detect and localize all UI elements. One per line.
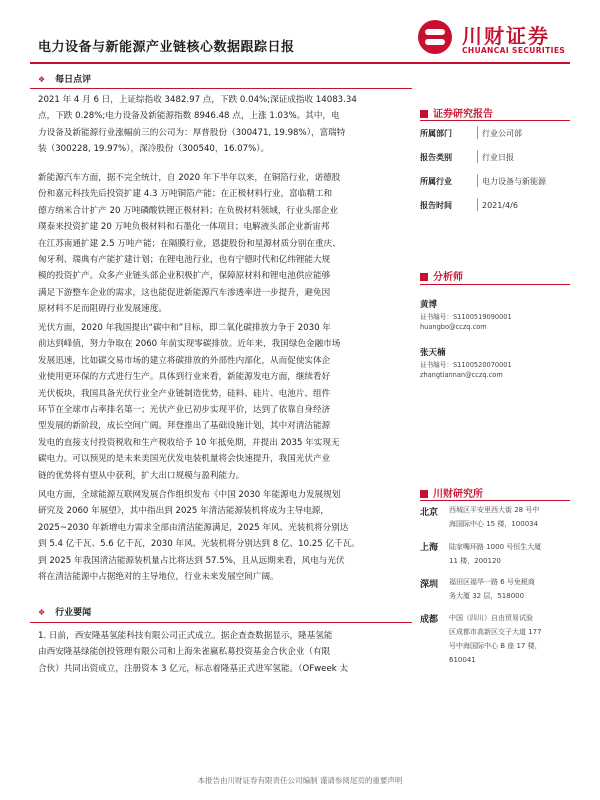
- address-line: 务大厦 32 层，518000: [449, 592, 525, 600]
- info-separator: [477, 126, 478, 139]
- text-line: 光伏板块，我国具备光伏行业全产业链制造优势，硅料、硅片、电池片、组件: [38, 388, 331, 399]
- text-line: 德方纳米合计扩产 20 万吨磷酸铁锂正极材料；在负极材料领域，行业头部企业: [38, 205, 338, 216]
- text-line: 璞泰来投资扩建 20 万吨负极材料和石墨化一体项目；电解液头部企业新宙邦: [38, 222, 330, 233]
- info-value: 行业公司部: [482, 129, 522, 138]
- text-line: 2021 年 4 月 6 日，上证综指收 3482.97 点，下跌 0.04%;深证成指收 14083.34: [38, 95, 357, 105]
- text-line: 由西安隆基绿能创投管理有限公司和上海朱雀嬴私募投资基金合伙企业（有限: [38, 647, 331, 658]
- company-logo: [418, 18, 568, 62]
- text-line: 风电方面，全球能源互联网发展合作组织发布《中国 2030 年能源电力发展规划: [38, 490, 341, 500]
- text-line: 匈牙利、瑞典有产能扩建计划；在锂电池行业，也有宁德时代和亿纬锂能大规: [38, 255, 331, 266]
- diamond-bullet-icon: ❖: [38, 75, 46, 84]
- office-city: 上海: [420, 543, 439, 553]
- address-line: 中国（四川）自由贸易试验: [449, 614, 533, 622]
- text-line: 装（300228, 19.97%），深冷股份（300540，16.07%）。: [38, 144, 270, 155]
- sidebar-heading-report: [420, 105, 493, 120]
- text-line: 将在清洁能源中占据绝对的主导地位，行业未来发展空间广阔。: [38, 572, 279, 583]
- office-address: [449, 540, 573, 568]
- paragraph-wind: [38, 487, 414, 585]
- info-separator: [477, 198, 478, 211]
- text-line: 业使用更环保的方式进行生产。具体到行业来看，新能源发电方面，继续看好: [38, 372, 331, 383]
- header-divider: [30, 62, 570, 64]
- text-line: 研究及 2060 年展望》，其中指出到 2025 年清洁能源装机将成为主导电源，: [38, 506, 329, 517]
- section-heading-news: [38, 605, 91, 618]
- info-value: 行业日报: [482, 153, 514, 162]
- text-line: 到 2025 年我国清洁能源装机量占比将达到 57.5%，且从远期来看，风电与光伏: [38, 555, 345, 566]
- sidebar-heading-report-label: 证券研究报告: [433, 109, 493, 120]
- page-footer: 本报告由川财证券有限责任公司编制 谨请参阅尾页的重要声明: [197, 776, 403, 785]
- info-value: 2021/4/6: [482, 201, 518, 210]
- address-line: 海国际中心 15 楼，100034: [449, 520, 539, 528]
- text-line: 满足下游整车企业的需求，这也能促进新能源汽车渗透率进一步提升，避免因: [38, 287, 331, 298]
- diamond-bullet-icon: ❖: [38, 608, 46, 617]
- square-bullet-icon: [420, 490, 428, 498]
- analyst-cert: 证书编号：S1100520070001: [420, 361, 512, 369]
- logo-name-cn: 川财证券: [462, 24, 550, 48]
- sidebar-heading-institute: [420, 485, 483, 500]
- text-line: 到 5.4 亿千瓦、5.6 亿千瓦，2030 年风、光装机将分别达到 8 亿、10.25 亿千瓦。: [38, 539, 360, 550]
- text-line: 链的优势将有望从中获利，扩大出口规模与盈利能力。: [38, 470, 245, 481]
- info-key: 报告类别: [420, 153, 452, 162]
- office-address: [449, 611, 573, 667]
- text-line: 发展迅速，比如碳交易市场的建立将碳排放的外部性内部化，从而促使实体企: [38, 355, 331, 366]
- paragraph-ev: [38, 170, 414, 318]
- sidebar-heading-analysts: [420, 268, 463, 283]
- section-heading-news-label: 行业要闻: [55, 608, 92, 618]
- square-bullet-icon: [420, 273, 428, 281]
- text-line: 碳电力。可以预见的是未来美国光伏发电装机量将会快速提升，我国光伏产业: [38, 454, 331, 465]
- info-separator: [477, 150, 478, 163]
- logo-name-en: CHUANCAI SECURITIES: [462, 46, 566, 55]
- section-heading-daily: [38, 72, 91, 85]
- analyst-email[interactable]: huangbo@cczq.com: [420, 323, 487, 331]
- info-separator: [477, 174, 478, 187]
- text-line: 份和嘉元科技先后投资扩建 4.3 万吨铜箔产能；在正极材料行业，富临精工和: [38, 189, 333, 200]
- text-line: 在江苏南通扩建 2.5 万吨产能；在隔膜行业，恩捷股份和星源材质分别在重庆、: [38, 238, 341, 249]
- info-key: 报告时间: [420, 201, 452, 210]
- square-bullet-icon: [420, 110, 428, 118]
- text-line: 2025~2030 年新增电力需求全部由清洁能源满足，2025 年风、光装机将分别达: [38, 522, 349, 533]
- sidebar-rule: [420, 500, 570, 501]
- text-line: 发电的直接支付投资税收和生产税收给予 10 年抵免期，并提出 2035 年实现无: [38, 437, 340, 448]
- sidebar-rule: [420, 120, 570, 121]
- address-line: 610041: [449, 656, 476, 664]
- logo-mark-icon: [418, 20, 452, 54]
- text-line: 前达到峰值，努力争取在 2060 年前实现零碳排放。近年来，我国绿色金融市场: [38, 339, 341, 350]
- text-line: 光伏方面，2020 年我国提出“碳中和”目标，即二氧化碳排放力争于 2030 年: [38, 323, 331, 333]
- sidebar-rule: [420, 284, 570, 285]
- analyst-email[interactable]: zhangtiannan@cczq.com: [420, 371, 503, 379]
- address-line: 陆家嘴环路 1000 号恒生大厦: [449, 543, 542, 551]
- info-value: 电力设备与新能源: [482, 177, 546, 186]
- address-line: 西城区平安里西大街 28 号中: [449, 506, 540, 514]
- address-line: 号中海国际中心 B 座 17 楼，: [449, 642, 542, 650]
- section-rule: [30, 622, 412, 623]
- address-line: 11 楼，200120: [449, 557, 501, 565]
- paragraph-market: [38, 92, 414, 158]
- address-line: 区成都市高新区交子大道 177: [449, 628, 542, 636]
- text-line: 原材料不足而阻碍行业发展速度。: [38, 304, 167, 315]
- paragraph-pv: [38, 320, 414, 484]
- text-line: 力设备及新能源行业涨幅前三的公司为：厚普股份（300471, 19.98%），富瑞特: [38, 127, 346, 138]
- office-city: 成都: [420, 615, 439, 625]
- office-city: 北京: [420, 508, 439, 518]
- text-line: 模的投资扩产。众多产业链头部企业积极扩产，保障原材料和锂电池供应能够: [38, 271, 331, 282]
- info-key: 所属行业: [420, 177, 452, 186]
- office-city: 深圳: [420, 580, 439, 590]
- text-line: 环节在全球市占率排名第一；光伏产业已初步实现平价，达到了依靠自身经济: [38, 405, 331, 416]
- analyst-name: 黄博: [420, 300, 438, 310]
- sidebar-heading-institute-label: 川财研究所: [433, 489, 483, 500]
- text-line: 点，下跌 0.28%;电力设备及新能源指数 8946.48 点，上涨 1.03%。其中，电: [38, 111, 340, 122]
- office-address: [449, 503, 573, 531]
- section-rule: [30, 88, 412, 89]
- info-key: 所属部门: [420, 129, 452, 138]
- analyst-name: 张天楠: [420, 348, 446, 358]
- text-line: 1. 日前，西安隆基氢能科技有限公司正式成立。据企查查数据显示，隆基氢能: [38, 631, 333, 641]
- section-heading-daily-label: 每日点评: [55, 75, 92, 85]
- text-line: 型发展的新阶段，成长空间广阔。拜登推出了基础设施计划，其中对清洁能源: [38, 421, 331, 432]
- office-address: [449, 575, 573, 603]
- paragraph-news: [38, 628, 414, 677]
- report-title: 电力设备与新能源产业链核心数据跟踪日报: [38, 40, 295, 55]
- analyst-cert: 证书编号：S1100519090001: [420, 313, 512, 321]
- text-line: 新能源汽车方面，据不完全统计，自 2020 年下半年以来，在铜箔行业，诺德股: [38, 173, 341, 183]
- text-line: 合伙）共同出资成立，注册资本 3 亿元，标志着隆基正式进军氢能。（OFweek 太: [38, 663, 349, 674]
- address-line: 福田区福华一路 6 号免税商: [449, 578, 535, 586]
- sidebar-heading-analysts-label: 分析师: [433, 272, 463, 283]
